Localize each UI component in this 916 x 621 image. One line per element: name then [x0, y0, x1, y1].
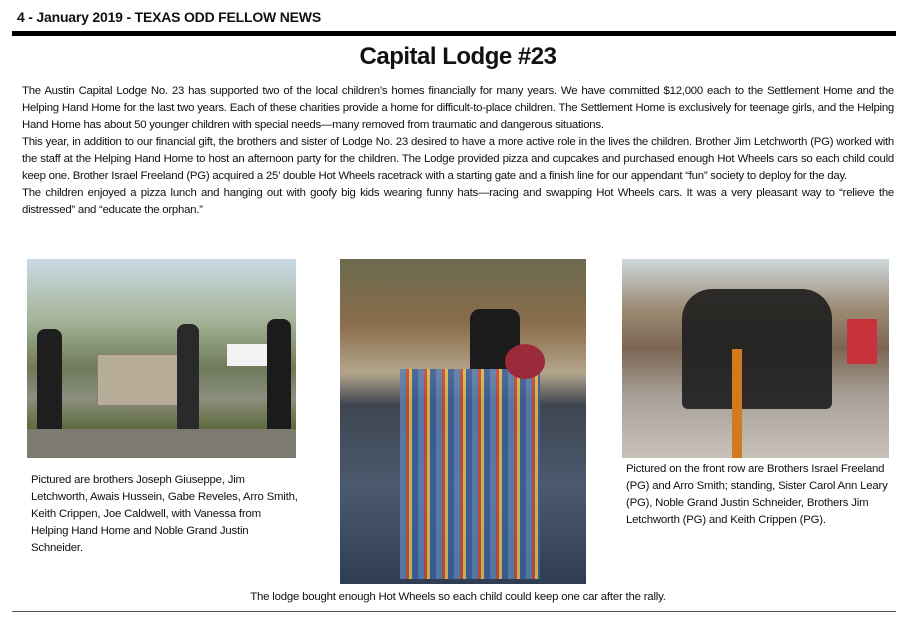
paragraph: The Austin Capital Lodge No. 23 has supported two of the local children’s homes financially for many years. We have committed $12,000 each to the Settlement Home and the Helping Hand Home for the last two years. Each of these charities provide a home for difficult-to-place children. The Settlement Home is exclusively for teenage girls, and the Helping Hand Home has about 50 younger children with special needs—many removed from traumatic and dangerous situations. — [22, 85, 894, 131]
running-head: 4 - January 2019 - TEXAS ODD FELLOW NEWS — [17, 9, 321, 25]
caption-left: Pictured are brothers Joseph Giuseppe, Jim Letchworth, Awais Hussein, Gabe Reveles, Arro Smith, Keith Crippen, Joe Caldwell, with Vanessa from Helping Hand Home and Noble Grand Justin Schneider. — [31, 474, 298, 554]
caption-right: Pictured on the front row are Brothers Israel Freeland (PG) and Arro Smith; standing, Sister Carol Ann Leary (PG), Noble Grand Justin Schneider, Brothers Jim Letchworth (PG) and Keith Crippen (PG). — [626, 463, 888, 526]
photo-group-racetrack — [622, 259, 889, 458]
photo-hot-wheels-table — [340, 259, 586, 584]
paragraph: The children enjoyed a pizza lunch and hanging out with goofy big kids wearing funny hats—racing and swapping Hot Wheels cars. It was a very pleasant way to “relieve the distressed” and “educate the orphan.” — [22, 187, 894, 216]
photo-group-with-check — [27, 259, 296, 458]
article-body — [22, 83, 894, 219]
header-rule — [12, 31, 896, 36]
article-title: Capital Lodge #23 — [359, 43, 557, 70]
caption-center: The lodge bought enough Hot Wheels so each child could keep one car after the rally. — [250, 591, 666, 603]
paragraph: This year, in addition to our financial gift, the brothers and sister of Lodge No. 23 desired to have a more active role in the lives the children. Brother Jim Letchworth (PG) worked with the staff at the Helping Hand Home to host an afternoon party for the children. The Lodge provided pizza and cupcakes and purchased enough Hot Wheels cars so each child could keep one. Brother Israel Freeland (PG) acquired a 25’ double Hot Wheels racetrack with a starting gate and a finish line for our appendant “fun” society to deploy for the day. — [22, 136, 894, 182]
footer-rule — [12, 611, 896, 612]
